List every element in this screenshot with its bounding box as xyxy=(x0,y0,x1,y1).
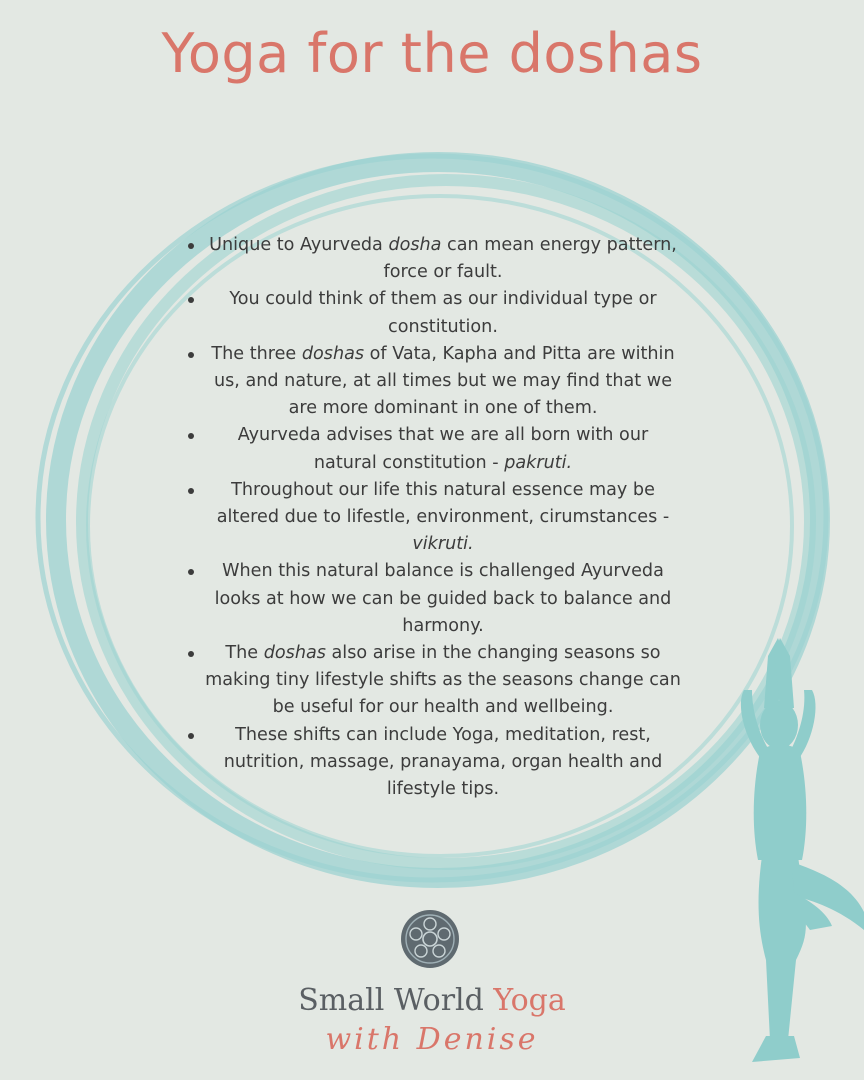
bullet-text: Ayurveda advises that we are all born with our natural constitution - xyxy=(237,425,649,473)
page-title: Yoga for the doshas xyxy=(161,22,703,85)
mandala-logo-icon xyxy=(401,910,459,968)
brand-name xyxy=(0,983,864,1018)
bullet-dot-icon xyxy=(188,488,194,494)
bullet-text: You could think of them as our individual type or constitution. xyxy=(229,289,657,337)
bullet-text-italic: vikruti. xyxy=(412,534,474,555)
bullet-text: Throughout our life this natural essence may be altered due to lifestle, environment, cirumstances - xyxy=(216,479,670,528)
brand-name-main: Small World xyxy=(298,983,494,1018)
bullet-text: The three xyxy=(211,343,302,364)
bullet-item xyxy=(186,232,682,286)
bullet-text: can mean energy pattern, force or fault. xyxy=(383,235,677,283)
bullet-text: Unique to Ayurveda xyxy=(209,235,389,255)
bullet-text: of Vata, Kapha and Pitta are within us, and nature, at all times but we may find that we are more dominant in one of them. xyxy=(213,343,675,419)
dosha-bullet-list xyxy=(186,232,682,803)
bullet-dot-icon xyxy=(188,243,194,249)
bullet-text: The xyxy=(225,643,264,664)
bullet-item xyxy=(186,477,682,559)
bullet-item xyxy=(186,558,682,640)
bullet-text-italic: dosha xyxy=(388,235,442,255)
brand-name-accent: Yoga xyxy=(493,983,566,1018)
bullet-text-italic: doshas xyxy=(301,343,365,364)
bullet-dot-icon xyxy=(188,352,194,358)
bullet-dot-icon xyxy=(188,733,194,739)
bullet-text: These shifts can include Yoga, meditation, rest, nutrition, massage, pranayama, organ health and lifestyle tips. xyxy=(223,724,663,800)
bullet-text: also arise in the changing seasons so making tiny lifestyle shifts as the seasons change can be useful for our health and wellbeing. xyxy=(205,643,681,718)
bullet-dot-icon xyxy=(188,651,194,657)
bullet-item xyxy=(186,286,682,340)
bullet-item xyxy=(186,341,682,423)
bullet-dot-icon xyxy=(188,297,194,303)
bullet-item xyxy=(186,422,682,476)
bullet-dot-icon xyxy=(188,569,194,575)
bullet-text-italic: doshas xyxy=(263,643,326,664)
bullet-text: When this natural balance is challenged Ayurveda looks at how we can be guided back to balance and harmony. xyxy=(214,561,672,636)
bullet-item xyxy=(186,722,682,804)
bullet-item xyxy=(186,640,682,722)
bullet-dot-icon xyxy=(188,433,194,439)
brand-tagline: with Denise xyxy=(325,1022,539,1057)
bullet-text-italic: pakruti. xyxy=(504,452,573,473)
